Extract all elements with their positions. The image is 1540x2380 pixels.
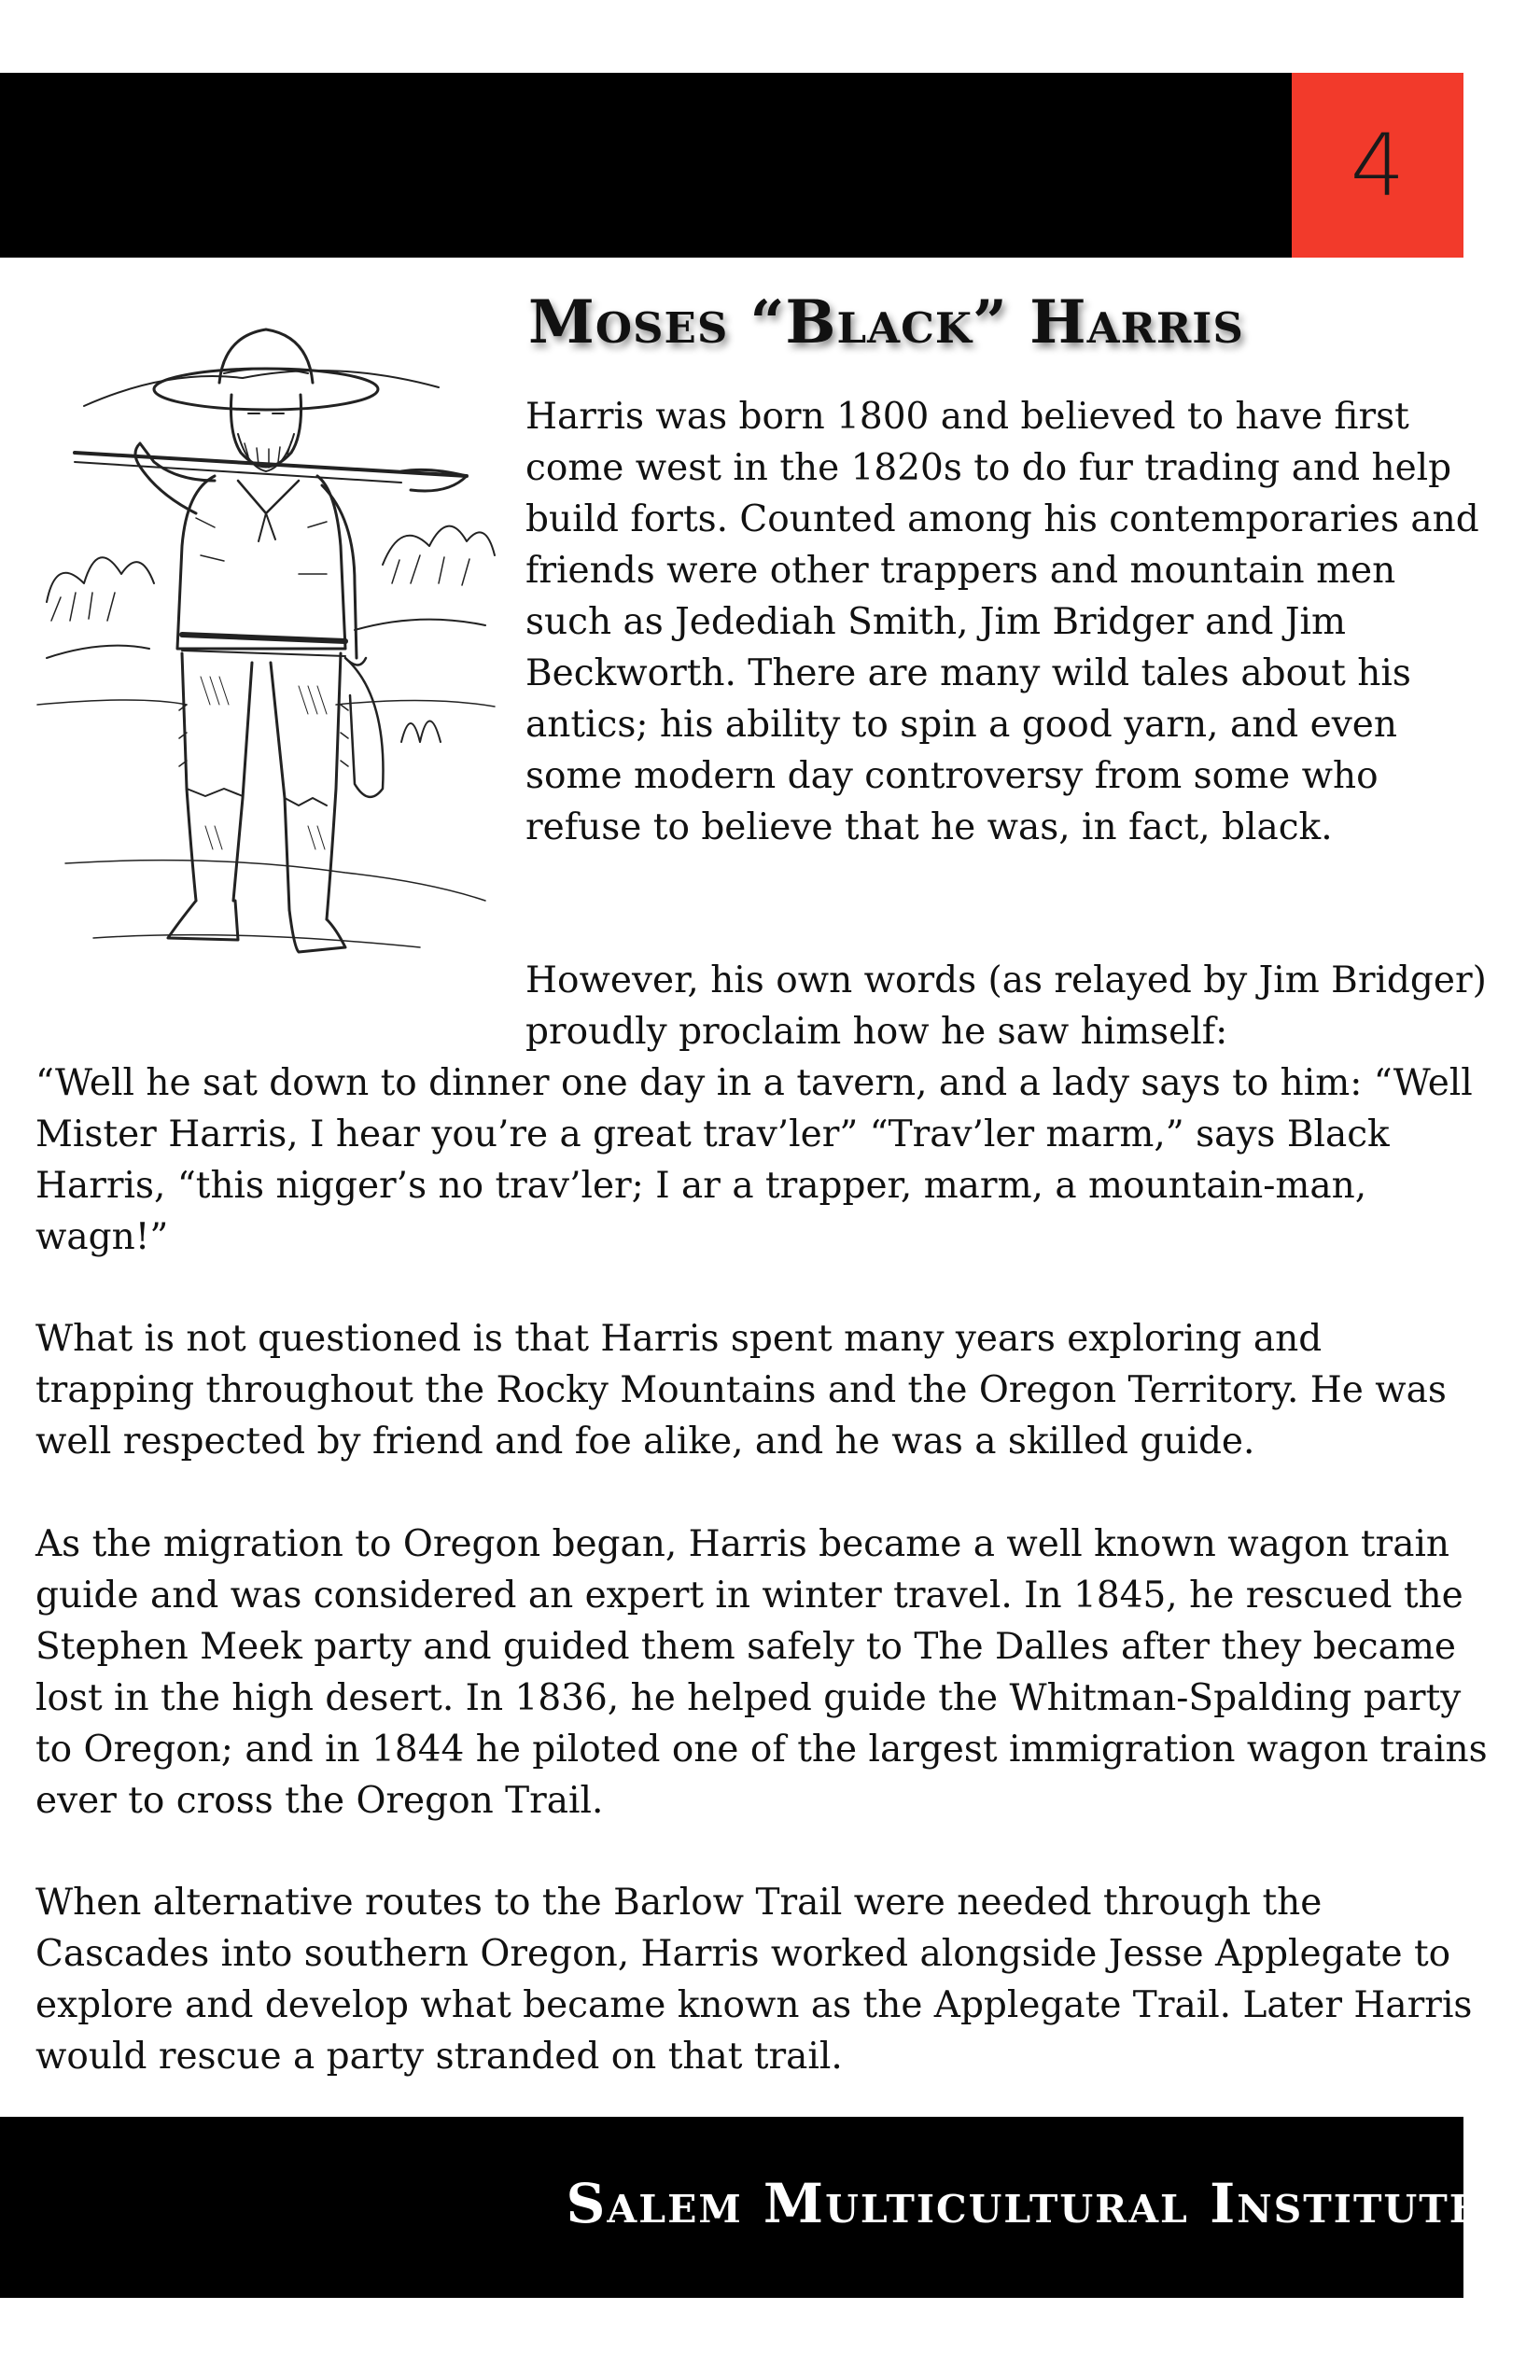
mountain-man-sketch-icon bbox=[28, 303, 504, 985]
article-paragraph: Harris was born 1800 and believed to have first come west in the 1820s to do fur trading and help build forts. Counted among his contemporaries and friends were other trappers and mountain men such as Jedediah Smith, Jim Bridger and Jim Beckworth. There are many wild tales about his antics; his ability to spin a good yarn, and even some modern day controversy from some who refuse to believe that he was, in fact, black. bbox=[525, 396, 1479, 848]
article-paragraph: However, his own words (as relayed by Jim Bridger) proudly proclaim how he saw himself: bbox=[525, 959, 1487, 1053]
page-number: 4 bbox=[1350, 115, 1406, 216]
article-paragraph: When alternative routes to the Barlow Trail were needed through the Cascades into southern Oregon, Harris worked alongside Jesse Applegate to explore and develop what became known as the Applegate Trail. Later Harris would rescue a party stranded on that trail. bbox=[35, 1882, 1473, 2078]
page-number-box bbox=[1292, 73, 1463, 258]
quote-paragraph: “Well he sat down to dinner one day in a tavern, and a lady says to him: “Well Mister Harris, I hear you’re a great trav’ler” “Trav’ler marm,” says Black Harris, “this nigger’s no trav’ler; I ar a trapper, marm, a mountain-man, wagn!” bbox=[35, 1062, 1473, 1258]
article-paragraph: What is not questioned is that Harris spent many years exploring and trapping throughout the Rocky Mountains and the Oregon Territory. He was well respected by friend and foe alike, and he was a skilled guide. bbox=[35, 1318, 1447, 1463]
article-paragraph: As the migration to Oregon began, Harris became a well known wagon train guide and was considered an expert in winter travel. In 1845, he rescued the Stephen Meek party and guided them safely to The Dalles after they became lost in the high desert. In 1836, he helped guide the Whitman-Spalding party to Oregon; and in 1844 he piloted one of the largest immigration wagon trains ever to cross the Oregon Trail. bbox=[35, 1523, 1488, 1822]
article-title: Moses “Black” Harris bbox=[528, 287, 1244, 357]
header-bar bbox=[0, 73, 1463, 258]
footer-organization: Salem Multicultural Institute bbox=[566, 2172, 1480, 2235]
